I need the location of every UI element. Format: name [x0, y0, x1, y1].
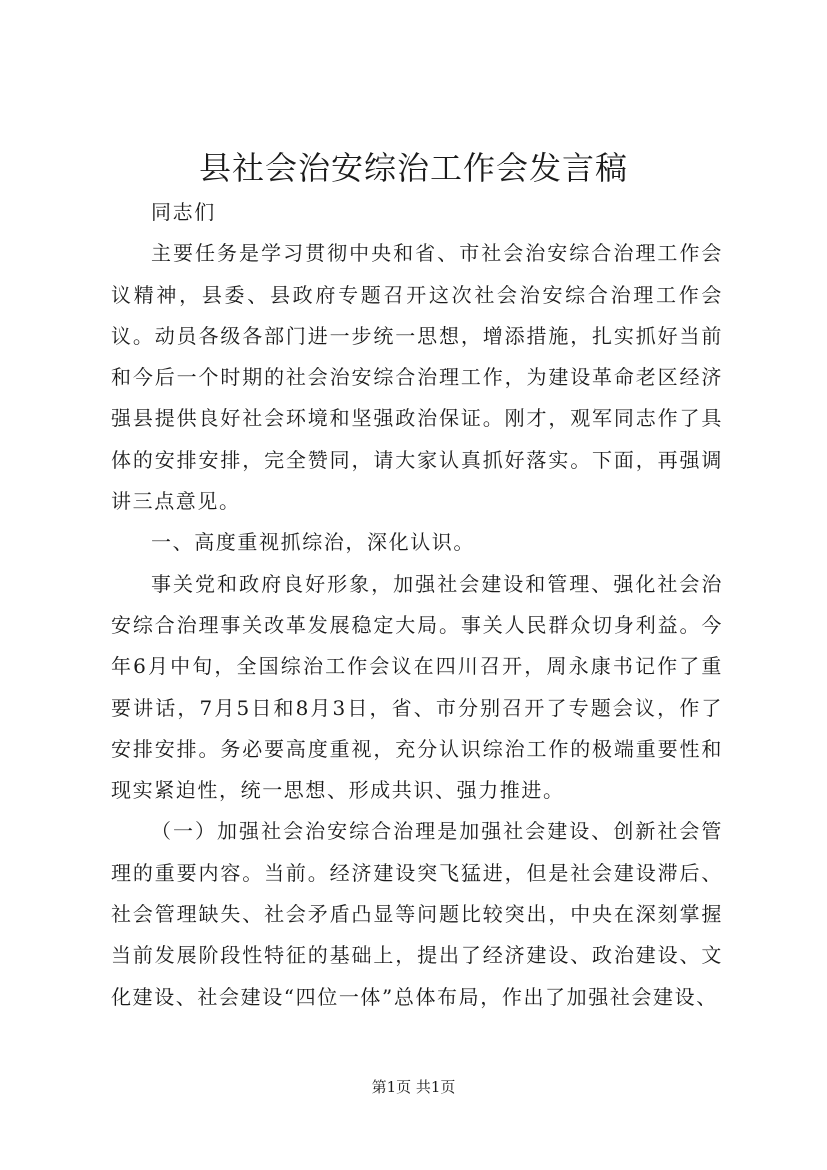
section-heading-1: 一、高度重视抓综治，深化认识。: [151, 530, 475, 555]
document-title: 县社会治安综治工作会发言稿: [198, 149, 628, 187]
paragraph-salutation: 同志们: [151, 200, 216, 224]
paragraph-intro: 主要任务是学习贯彻中央和省、市社会治安综合治理工作会议精神，县委、县政府专题召开这次社会治安综合治理工作会议。动员各级各部门进一步统一思想，增添措施，扎实抓好当前和今后一个时期的社会治安综合治理工作，为建设革命老区经济强县提供良好社会环境和坚强政治保证。刚才，观军同志作了具体的安排安排，完全赞同，请大家认真抓好落实。下面，再强调讲三点意见。: [111, 241, 723, 514]
page-footer: 第1页 共1页: [371, 1078, 456, 1096]
paragraph-subsection-1: （一）加强社会治安综合治理是加强社会建设、创新社会管理的重要内容。当前。经济建设突飞猛进，但是社会建设滞后、社会管理缺失、社会矛盾凸显等问题比较突出，中央在深刻掌握当前发展阶段性特征的基础上，提出了经济建设、政治建设、文化建设、社会建设“四位一体”总体布局，作出了加强社会建设、: [111, 819, 723, 1009]
paragraph-importance: 事关党和政府良好形象，加强社会建设和管理、强化社会治安综合治理事关改革发展稳定大局。事关人民群众切身利益。今年6月中旬，全国综治工作会议在四川召开，周永康书记作了重要讲话，7月5日和8月3日，省、市分别召开了专题会议，作了安排安排。务必要高度重视，充分认识综治工作的极端重要性和现实紧迫性，统一思想、形成共识、强力推进。: [111, 571, 723, 803]
document-body: [111, 192, 723, 1018]
